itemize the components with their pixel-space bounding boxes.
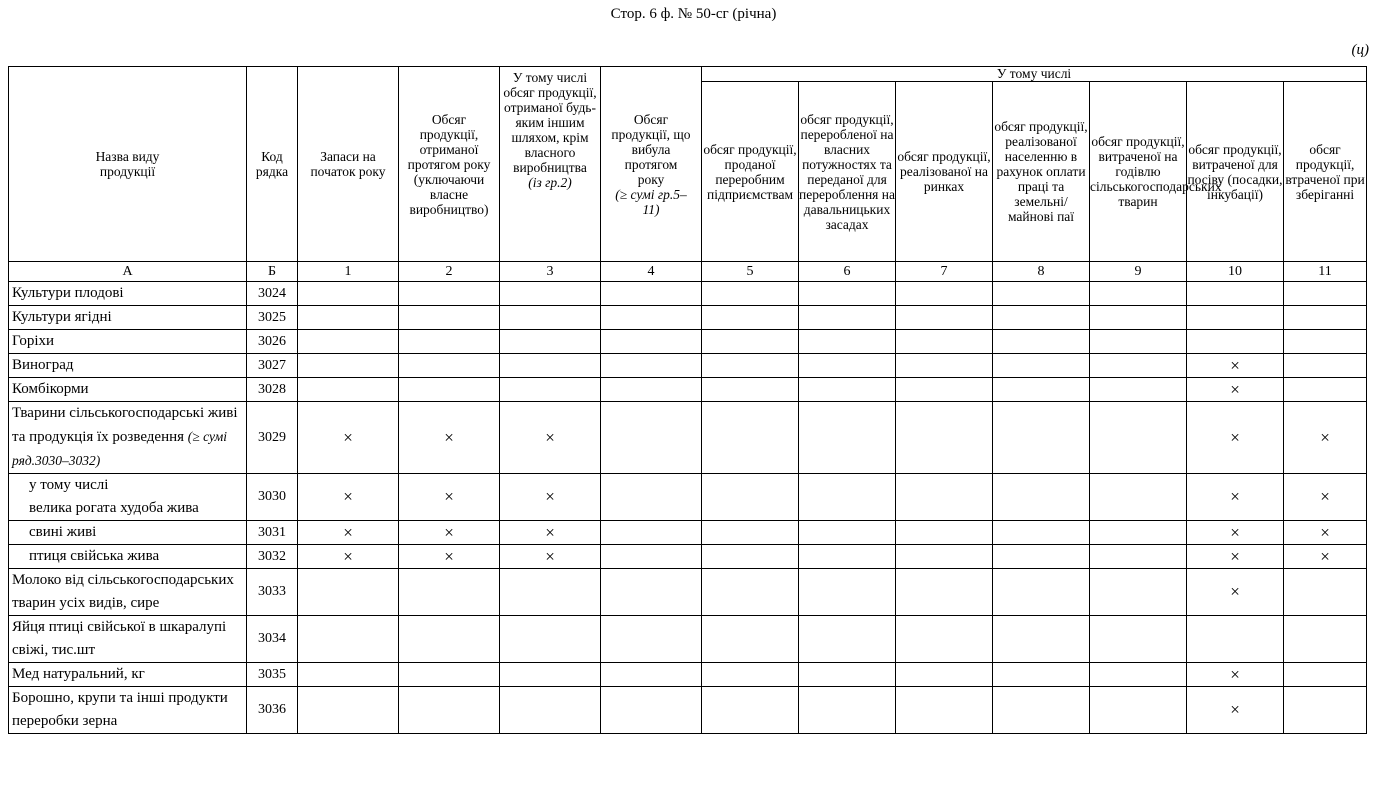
data-entry-cell[interactable] (993, 663, 1090, 687)
data-entry-cell[interactable] (799, 545, 896, 569)
data-entry-cell[interactable] (601, 474, 702, 521)
col-header-11: обсяг продукції, втраченої при зберіганні (1284, 82, 1367, 262)
table-row (9, 306, 1367, 330)
data-entry-cell[interactable] (1284, 663, 1367, 687)
row-name-note: (≥ сумі ряд.3030–3032) (12, 429, 227, 468)
data-entry-cell[interactable] (993, 354, 1090, 378)
data-entry-cell[interactable] (896, 378, 993, 402)
row-code: 3031 (247, 521, 298, 545)
col-number: Б (247, 262, 298, 282)
data-entry-cell[interactable] (399, 663, 500, 687)
table-row (9, 616, 1367, 663)
row-code: 3025 (247, 306, 298, 330)
data-entry-cell[interactable] (399, 354, 500, 378)
data-entry-cell[interactable] (896, 306, 993, 330)
data-entry-cell[interactable] (896, 545, 993, 569)
na-cross-cell: × (1187, 687, 1284, 734)
row-name (9, 687, 247, 734)
row-name (9, 402, 247, 474)
data-entry-cell[interactable] (993, 616, 1090, 663)
na-cross-cell: × (1187, 663, 1284, 687)
col-header-4: Обсяг продукції, що вибула протягом року (≥ сумі гр.5–11) (601, 67, 702, 262)
col-number: 4 (601, 262, 702, 282)
na-cross-cell: × (1187, 545, 1284, 569)
data-entry-cell[interactable] (399, 306, 500, 330)
data-entry-cell[interactable] (993, 378, 1090, 402)
row-name (9, 545, 247, 569)
row-name-text: Горіхи (12, 333, 55, 349)
row-name-text: Культури ягідні (12, 309, 112, 325)
data-entry-cell[interactable] (399, 616, 500, 663)
data-entry-cell[interactable] (601, 402, 702, 474)
na-cross-cell: × (1187, 521, 1284, 545)
row-name-text: свині живі (29, 524, 97, 540)
row-code: 3030 (247, 474, 298, 521)
row-name (9, 330, 247, 354)
data-entry-cell[interactable] (298, 663, 399, 687)
data-entry-cell[interactable] (601, 569, 702, 616)
data-entry-cell[interactable] (1090, 616, 1187, 663)
data-entry-cell[interactable] (993, 282, 1090, 306)
data-entry-cell[interactable] (500, 354, 601, 378)
row-code: 3026 (247, 330, 298, 354)
data-entry-cell[interactable] (702, 330, 799, 354)
data-entry-cell[interactable] (601, 616, 702, 663)
col-number: 2 (399, 262, 500, 282)
table-row (9, 402, 1367, 474)
row-name-text: Культури плодові (12, 285, 124, 301)
data-entry-cell[interactable] (1284, 330, 1367, 354)
data-entry-cell[interactable] (1090, 521, 1187, 545)
data-entry-cell[interactable] (298, 569, 399, 616)
data-entry-cell[interactable] (799, 687, 896, 734)
data-entry-cell[interactable] (298, 687, 399, 734)
data-entry-cell[interactable] (1090, 378, 1187, 402)
row-name-text: Борошно, крупи та інші продукти переробки зерна (12, 690, 228, 729)
data-entry-cell[interactable] (799, 663, 896, 687)
data-entry-cell[interactable] (1090, 687, 1187, 734)
data-entry-cell[interactable] (993, 687, 1090, 734)
col-number: 7 (896, 262, 993, 282)
data-entry-cell[interactable] (799, 474, 896, 521)
data-entry-cell[interactable] (500, 378, 601, 402)
col-number: А (9, 262, 247, 282)
data-entry-cell[interactable] (601, 330, 702, 354)
row-name (9, 616, 247, 663)
col-number: 9 (1090, 262, 1187, 282)
na-cross-cell: × (500, 474, 601, 521)
row-name-text: птиця свійська жива (29, 548, 160, 564)
table-row (9, 282, 1367, 306)
data-entry-cell[interactable] (702, 616, 799, 663)
row-name (9, 474, 247, 521)
data-entry-cell[interactable] (601, 378, 702, 402)
data-entry-cell[interactable] (601, 545, 702, 569)
data-entry-cell[interactable] (1284, 306, 1367, 330)
data-entry-cell[interactable] (1090, 330, 1187, 354)
data-entry-cell[interactable] (601, 521, 702, 545)
data-entry-cell[interactable] (896, 354, 993, 378)
data-entry-cell[interactable] (500, 616, 601, 663)
data-entry-cell[interactable] (799, 378, 896, 402)
data-entry-cell[interactable] (500, 306, 601, 330)
data-entry-cell[interactable] (799, 521, 896, 545)
data-entry-cell[interactable] (799, 282, 896, 306)
col-header-7: обсяг продукції, реалізованої на ринках (896, 82, 993, 262)
data-entry-cell[interactable] (799, 330, 896, 354)
row-name-prefix: у тому числі (29, 477, 109, 493)
table-row (9, 330, 1367, 354)
col-header-6: обсяг продукції, переробленої на власних потужностях та переданої для перероблення на давальницьких засадах (799, 82, 896, 262)
data-entry-cell[interactable] (702, 663, 799, 687)
data-entry-cell[interactable] (399, 378, 500, 402)
data-entry-cell[interactable] (1187, 330, 1284, 354)
data-entry-cell[interactable] (601, 354, 702, 378)
data-entry-cell[interactable] (896, 616, 993, 663)
data-entry-cell[interactable] (399, 282, 500, 306)
data-entry-cell[interactable] (896, 687, 993, 734)
data-entry-cell[interactable] (896, 474, 993, 521)
data-entry-cell[interactable] (993, 545, 1090, 569)
na-cross-cell: × (1187, 569, 1284, 616)
units-label: (ц) (1351, 42, 1369, 58)
data-entry-cell[interactable] (601, 306, 702, 330)
col-header-code: Код рядка (247, 67, 298, 262)
data-entry-cell[interactable] (993, 402, 1090, 474)
data-entry-cell[interactable] (702, 402, 799, 474)
col-header-1: Запаси на початок року (298, 67, 399, 262)
col-header-5: обсяг продукції, проданої переробним підприємствам (702, 82, 799, 262)
data-entry-cell[interactable] (702, 521, 799, 545)
data-entry-cell[interactable] (702, 378, 799, 402)
na-cross-cell: × (1284, 402, 1367, 474)
data-entry-cell[interactable] (1090, 569, 1187, 616)
data-entry-cell[interactable] (896, 330, 993, 354)
na-cross-cell: × (500, 521, 601, 545)
data-entry-cell[interactable] (993, 474, 1090, 521)
na-cross-cell: × (1187, 402, 1284, 474)
na-cross-cell: × (500, 402, 601, 474)
data-entry-cell[interactable] (1284, 282, 1367, 306)
data-entry-cell[interactable] (799, 569, 896, 616)
row-code: 3027 (247, 354, 298, 378)
data-entry-cell[interactable] (298, 354, 399, 378)
data-entry-cell[interactable] (702, 354, 799, 378)
col-header-3: У тому числі обсяг продукції, отриманої будь-яким іншим шляхом, крім власного виробництва (із гр.2) (500, 67, 601, 262)
data-entry-cell[interactable] (702, 569, 799, 616)
na-cross-cell: × (298, 402, 399, 474)
table-row (9, 569, 1367, 616)
table-row (9, 521, 1367, 545)
data-entry-cell[interactable] (702, 282, 799, 306)
page-title: Стор. 6 ф. № 50-сг (річна) (610, 6, 777, 22)
col-number: 6 (799, 262, 896, 282)
col-header-9: обсяг продукції, витраченої на годівлю сільськогосподарських тварин (1090, 82, 1187, 262)
row-name (9, 569, 247, 616)
table-row (9, 378, 1367, 402)
data-entry-cell[interactable] (298, 378, 399, 402)
col-number: 5 (702, 262, 799, 282)
data-entry-cell[interactable] (1090, 306, 1187, 330)
row-name (9, 378, 247, 402)
row-name (9, 521, 247, 545)
data-entry-cell[interactable] (799, 616, 896, 663)
data-entry-cell[interactable] (896, 569, 993, 616)
na-cross-cell: × (298, 545, 399, 569)
na-cross-cell: × (1284, 545, 1367, 569)
table-row (9, 545, 1367, 569)
data-entry-cell[interactable] (399, 687, 500, 734)
table-body (9, 282, 1367, 734)
data-entry-cell[interactable] (896, 282, 993, 306)
na-cross-cell: × (399, 545, 500, 569)
data-entry-cell[interactable] (500, 282, 601, 306)
data-entry-cell[interactable] (1187, 282, 1284, 306)
data-entry-cell[interactable] (298, 330, 399, 354)
col-header-10: обсяг продукції, витраченої для посіву (посадки, інкубації) (1187, 82, 1284, 262)
data-entry-cell[interactable] (500, 569, 601, 616)
na-cross-cell: × (399, 521, 500, 545)
data-entry-cell[interactable] (702, 545, 799, 569)
row-code: 3024 (247, 282, 298, 306)
data-entry-cell[interactable] (896, 521, 993, 545)
form-table (8, 66, 1367, 734)
na-cross-cell: × (399, 474, 500, 521)
row-code: 3032 (247, 545, 298, 569)
col-header-group: У тому числі (702, 67, 1367, 82)
data-entry-cell[interactable] (1284, 378, 1367, 402)
data-entry-cell[interactable] (298, 306, 399, 330)
data-entry-cell[interactable] (1284, 569, 1367, 616)
row-name (9, 306, 247, 330)
data-entry-cell[interactable] (799, 306, 896, 330)
data-entry-cell[interactable] (500, 330, 601, 354)
col-number: 8 (993, 262, 1090, 282)
col-header-name: Назва виду продукції (9, 67, 247, 262)
table-row (9, 474, 1367, 521)
data-entry-cell[interactable] (1284, 687, 1367, 734)
data-entry-cell[interactable] (1284, 616, 1367, 663)
data-entry-cell[interactable] (1187, 616, 1284, 663)
na-cross-cell: × (1187, 378, 1284, 402)
data-entry-cell[interactable] (601, 663, 702, 687)
row-name-text: Комбікорми (12, 381, 89, 397)
data-entry-cell[interactable] (1090, 402, 1187, 474)
row-name (9, 282, 247, 306)
data-entry-cell[interactable] (993, 330, 1090, 354)
data-entry-cell[interactable] (1090, 474, 1187, 521)
column-numbers-row (9, 262, 1367, 282)
col-number: 3 (500, 262, 601, 282)
data-entry-cell[interactable] (993, 306, 1090, 330)
na-cross-cell: × (1284, 474, 1367, 521)
row-code: 3034 (247, 616, 298, 663)
row-name-text: Виноград (12, 357, 74, 373)
row-code: 3028 (247, 378, 298, 402)
na-cross-cell: × (298, 474, 399, 521)
row-code: 3035 (247, 663, 298, 687)
col-header-8: обсяг продукції, реалізованої населенню в рахунок оплати праці та земельні/ майнові паї (993, 82, 1090, 262)
na-cross-cell: × (1187, 474, 1284, 521)
na-cross-cell: × (500, 545, 601, 569)
row-name (9, 663, 247, 687)
data-entry-cell[interactable] (601, 282, 702, 306)
col-header-2: Обсяг продукції, отриманої протягом року (уключаючи власне виробництво) (399, 67, 500, 262)
data-entry-cell[interactable] (298, 282, 399, 306)
na-cross-cell: × (399, 402, 500, 474)
row-name-text: Яйця птиці свійської в шкаралупі свіжі, тис.шт (12, 619, 227, 658)
row-code: 3033 (247, 569, 298, 616)
table-row (9, 663, 1367, 687)
col-number: 10 (1187, 262, 1284, 282)
row-code: 3036 (247, 687, 298, 734)
data-entry-cell[interactable] (896, 663, 993, 687)
row-name (9, 354, 247, 378)
data-entry-cell[interactable] (399, 569, 500, 616)
data-entry-cell[interactable] (500, 663, 601, 687)
data-entry-cell[interactable] (702, 306, 799, 330)
data-entry-cell[interactable] (1284, 354, 1367, 378)
na-cross-cell: × (298, 521, 399, 545)
data-entry-cell[interactable] (896, 402, 993, 474)
data-entry-cell[interactable] (1090, 282, 1187, 306)
data-entry-cell[interactable] (1187, 306, 1284, 330)
col-number: 1 (298, 262, 399, 282)
data-entry-cell[interactable] (1090, 545, 1187, 569)
data-entry-cell[interactable] (799, 354, 896, 378)
data-entry-cell[interactable] (1090, 663, 1187, 687)
data-entry-cell[interactable] (993, 569, 1090, 616)
data-entry-cell[interactable] (298, 616, 399, 663)
data-entry-cell[interactable] (702, 474, 799, 521)
data-entry-cell[interactable] (399, 330, 500, 354)
row-code: 3029 (247, 402, 298, 474)
table-row (9, 354, 1367, 378)
col-number: 11 (1284, 262, 1367, 282)
data-entry-cell[interactable] (1090, 354, 1187, 378)
na-cross-cell: × (1187, 354, 1284, 378)
row-name-text: Молоко від сільськогосподарських тварин усіх видів, сире (12, 572, 234, 611)
data-entry-cell[interactable] (601, 687, 702, 734)
data-entry-cell[interactable] (993, 521, 1090, 545)
data-entry-cell[interactable] (799, 402, 896, 474)
na-cross-cell: × (1284, 521, 1367, 545)
data-entry-cell[interactable] (500, 687, 601, 734)
row-name-text: велика рогата худоба жива (29, 500, 199, 516)
data-entry-cell[interactable] (702, 687, 799, 734)
table-row (9, 687, 1367, 734)
row-name-text: Тварини сільськогосподарські живі та продукція їх розведення (12, 405, 238, 445)
row-name-text: Мед натуральний, кг (12, 666, 145, 682)
